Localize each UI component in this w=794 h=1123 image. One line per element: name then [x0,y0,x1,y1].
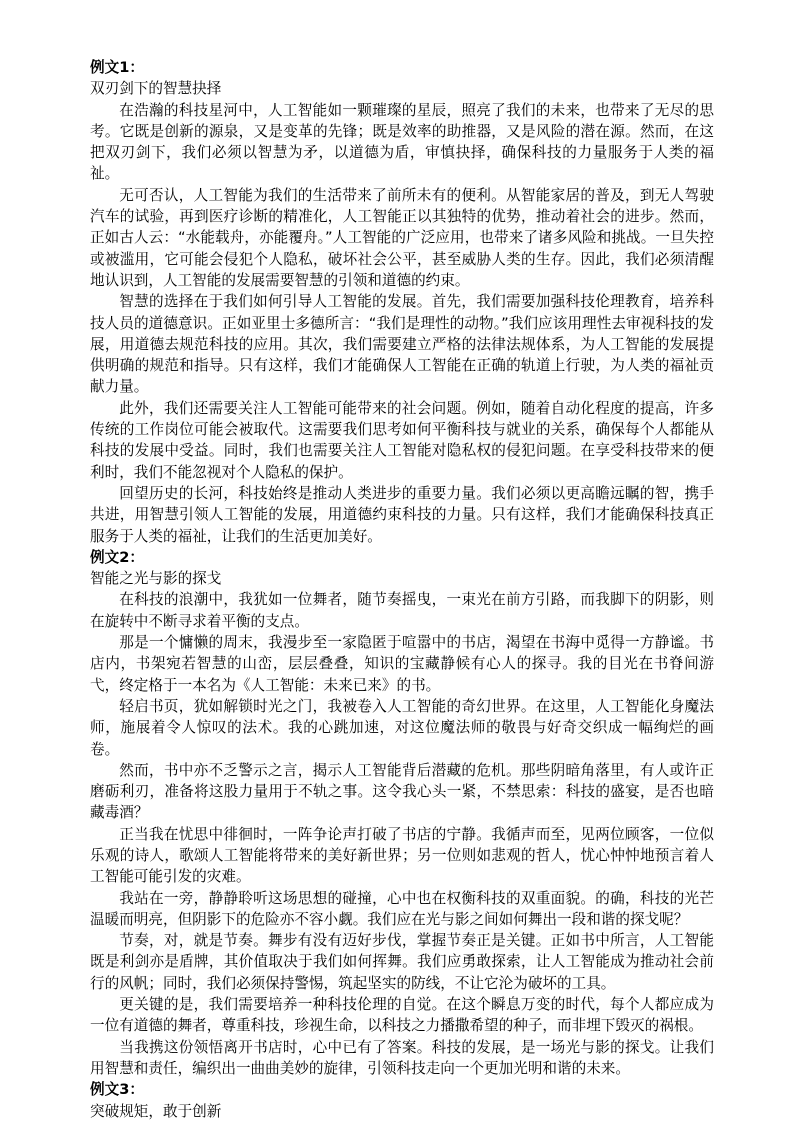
paragraph: 轻启书页，犹如解锁时光之门，我被卷入人工智能的奇幻世界。在这里，人工智能化身魔法师，施展着令人惊叹的法术。我的心跳加速，对这位魔法师的敬畏与好奇交织成一幅绚烂的画卷。 [90,697,714,758]
essay-heading: 例文1： [90,59,144,76]
essay-title: 智能之光与影的探戈 [90,570,222,588]
essay-title: 双刃剑下的智慧抉择 [90,80,222,98]
paragraph: 我站在一旁，静静聆听这场思想的碰撞，心中也在权衡科技的双重面貌。的确，科技的光芒温暖而明亮，但阴影下的危险亦不容小觑。我们应在光与影之间如何舞出一段和谐的探戈呢？ [90,889,714,928]
paragraph: 智慧的选择在于我们如何引导人工智能的发展。首先，我们需要加强科技伦理教育，培养科技人员的道德意识。正如亚里士多德所言：“我们是理性的动物。”我们应该用理性去审视科技的发展，用道德去规范科技的应用。其次，我们需要建立严格的法律法规体系，为人工智能的发展提供明确的规范和指导。只有这样，我们才能确保人工智能在正确的轨道上行驶，为人类的福祉贡献力量。 [90,293,714,396]
paragraph: 在浩瀚的科技星河中，人工智能如一颗璀璨的星辰，照亮了我们的未来，也带来了无尽的思考。它既是创新的源泉，又是变革的先锋；既是效率的助推器，又是风险的潜在源。然而，在这把双刃剑下，我们必须以智慧为矛，以道德为盾，审慎抉择，确保科技的力量服务于人类的福祉。 [90,101,714,183]
paragraph: 那是一个慵懒的周末，我漫步至一家隐匿于喧嚣中的书店，渴望在书海中觅得一方静谧。书店内，书架宛若智慧的山峦，层层叠叠，知识的宝藏静候有心人的探寻。我的目光在书脊间游弋，终定格于一本名为《人工智能：未来已来》的书。 [90,634,714,694]
essay-heading: 例文2： [90,548,144,566]
essay-heading: 例文3： [90,1081,144,1099]
paragraph: 在科技的浪潮中，我犹如一位舞者，随节奏摇曳，一束光在前方引路，而我脚下的阴影，则在旋转中不断寻求着平衡的支点。 [90,591,714,630]
paragraph: 节奏，对，就是节奏。舞步有没有迈好步伐，掌握节奏正是关键。正如书中所言，人工智能既是利剑亦是盾牌，其价值取决于我们如何挥舞。我们应勇敢探索，让人工智能成为推动社会前行的风帆；同时，我们必须保持警惕，筑起坚实的防线，不让它沦为破坏的工具。 [90,932,714,992]
paragraph: 当我携这份领悟离开书店时，心中已有了答案。科技的发展，是一场光与影的探戈。让我们用智慧和责任，编织出一曲曲美妙的旋律，引领科技走向一个更加光明和谐的未来。 [90,1038,714,1077]
document-page [90,57,714,1122]
paragraph: 此外，我们还需要关注人工智能可能带来的社会问题。例如，随着自动化程度的提高，许多传统的工作岗位可能会被取代。这需要我们思考如何平衡科技与就业的关系，确保每个人都能从科技的发展中受益。同时，我们也需要关注人工智能对隐私权的侵犯问题。在享受科技带来的便利时，我们不能忽视对个人隐私的保护。 [90,399,714,481]
paragraph: 正当我在忧思中徘徊时，一阵争论声打破了书店的宁静。我循声而至，见两位顾客，一位似乐观的诗人，歌颂人工智能将带来的美好新世界；另一位则如悲观的哲人，忧心忡忡地预言着人工智能可能引发的灾难。 [90,825,714,886]
paragraph: 无可否认，人工智能为我们的生活带来了前所未有的便利。从智能家居的普及，到无人驾驶汽车的试验，再到医疗诊断的精准化，人工智能正以其独特的优势，推动着社会的进步。然而，正如古人云：“水能载舟，亦能覆舟。”人工智能的广泛应用，也带来了诸多风险和挑战。一旦失控或被滥用，它可能会侵犯个人隐私，破坏社会公平，甚至威胁人类的生存。因此，我们必须清醒地认识到，人工智能的发展需要智慧的引领和道德的约束。 [90,186,714,289]
paragraph: 更关键的是，我们需要培养一种科技伦理的自觉。在这个瞬息万变的时代，每个人都应成为一位有道德的舞者，尊重科技，珍视生命，以科技之力播撒希望的种子，而非埋下毁灭的祸根。 [90,996,714,1035]
paragraph: 然而，书中亦不乏警示之言，揭示人工智能背后潜藏的危机。那些阴暗角落里，有人或许正磨砺利刃，准备将这股力量用于不轨之事。这令我心头一紧，不禁思索：科技的盛宴，是否也暗藏毒酒？ [90,761,714,822]
essay-2 [90,547,714,1079]
essay-3 [90,1079,714,1122]
essay-1 [90,57,714,547]
paragraph: 回望历史的长河，科技始终是推动人类进步的重要力量。我们必须以更高瞻远瞩的智，携手共进，用智慧引领人工智能的发展，用道德约束科技的力量。只有这样，我们才能确保科技真正服务于人类的福祉，让我们的生活更加美好。 [90,484,714,545]
essay-title: 突破规矩，敢于创新 [90,1102,222,1120]
